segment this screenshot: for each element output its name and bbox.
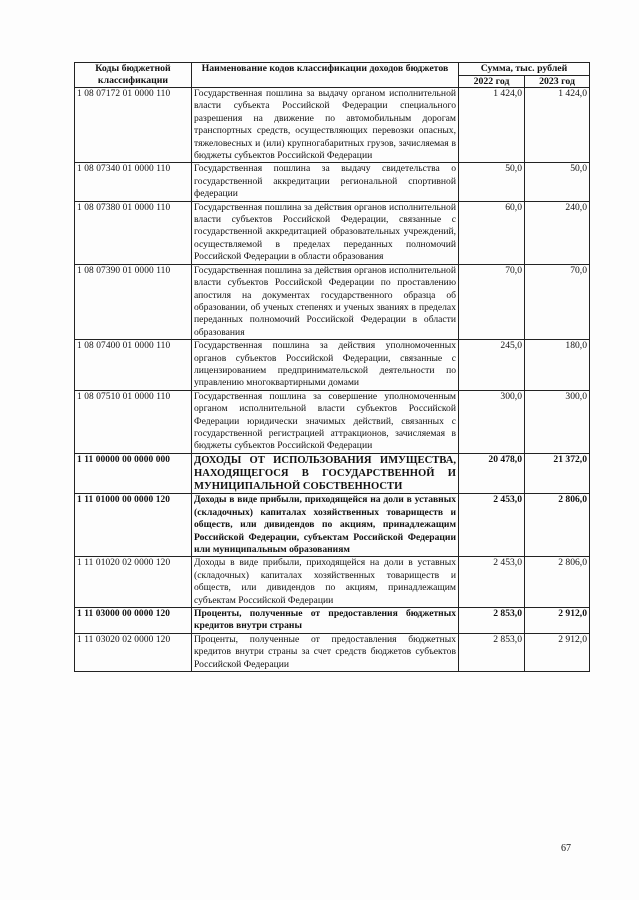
table-row — [75, 557, 590, 608]
row-code: 1 08 07172 01 0000 110 — [75, 88, 192, 163]
row-value-2023: 240,0 — [525, 201, 590, 264]
row-code: 1 11 01000 00 0000 120 — [75, 494, 192, 557]
row-value-2022: 2 853,0 — [459, 633, 525, 671]
row-value-2023: 50,0 — [525, 163, 590, 201]
row-code: 1 08 07400 01 0000 110 — [75, 340, 192, 391]
row-value-2023: 70,0 — [525, 264, 590, 339]
page-number: 67 — [561, 843, 571, 854]
row-name: Государственная пошлина за совершение уполномоченным органом исполнительной власти субъектов Российской Федерации юридически значимых действий, связанных с государственной регистрацией аттракционов, зачисляемая в бюджеты субъектов Российской Федерации — [192, 390, 459, 453]
header-year-2022: 2022 год — [459, 75, 525, 88]
header-name: Наименование кодов классификации доходов бюджетов — [192, 63, 459, 88]
row-name: ДОХОДЫ ОТ ИСПОЛЬЗОВАНИЯ ИМУЩЕСТВА, НАХОДЯЩЕГОСЯ В ГОСУДАРСТВЕННОЙ И МУНИЦИПАЛЬНОЙ СОБСТВЕННОСТИ — [192, 453, 459, 494]
row-name: Государственная пошлина за выдачу органом исполнительной власти субъекта Российской Федерации специального разрешения на движение по автомобильным дорогам транспортных средств, осуществляющих перевозки опасных, тяжеловесных и (или) крупногабаритных грузов, зачисляемая в бюджеты субъектов Российской Федерации — [192, 88, 459, 163]
row-value-2023: 2 806,0 — [525, 557, 590, 608]
row-name: Государственная пошлина за действия органов исполнительной власти субъектов Российской Федерации по проставлению апостиля на документах государственного образца об образовании, об ученых степенях и ученых званиях в пределах переданных полномочий Российской Федерации в области образования — [192, 264, 459, 339]
row-value-2023: 180,0 — [525, 340, 590, 391]
row-code: 1 08 07340 01 0000 110 — [75, 163, 192, 201]
row-value-2022: 70,0 — [459, 264, 525, 339]
budget-revenue-table — [74, 62, 590, 672]
header-year-2023: 2023 год — [525, 75, 590, 88]
row-code: 1 11 03020 02 0000 120 — [75, 633, 192, 671]
row-value-2022: 1 424,0 — [459, 88, 525, 163]
row-value-2023: 2 912,0 — [525, 633, 590, 671]
table-row — [75, 201, 590, 264]
table-row — [75, 163, 590, 201]
row-value-2022: 2 453,0 — [459, 557, 525, 608]
row-code: 1 08 07510 01 0000 110 — [75, 390, 192, 453]
table-row — [75, 390, 590, 453]
table-row — [75, 88, 590, 163]
row-value-2022: 245,0 — [459, 340, 525, 391]
row-value-2023: 1 424,0 — [525, 88, 590, 163]
header-code: Коды бюджетной классификации — [75, 63, 192, 88]
header-sum: Сумма, тыс. рублей — [459, 63, 590, 76]
row-value-2022: 60,0 — [459, 201, 525, 264]
row-name: Доходы в виде прибыли, приходящейся на доли в уставных (складочных) капиталах хозяйственных товариществ и обществ, или дивидендов по акциям, принадлежащим Российской Федерации, субъектам Российской Федерации или муниципальным образованиям — [192, 494, 459, 557]
row-value-2022: 20 478,0 — [459, 453, 525, 494]
row-name: Государственная пошлина за действия органов исполнительной власти субъектов Российской Федерации, связанные с государственной аккредитацией образовательных учреждений, осуществляемой в пределах переданных полномочий Российской Федерации в области образования — [192, 201, 459, 264]
row-value-2022: 50,0 — [459, 163, 525, 201]
row-value-2022: 2 853,0 — [459, 608, 525, 634]
row-value-2023: 2 806,0 — [525, 494, 590, 557]
table-header-row — [75, 63, 590, 76]
table-body — [75, 88, 590, 672]
row-value-2023: 21 372,0 — [525, 453, 590, 494]
row-value-2023: 2 912,0 — [525, 608, 590, 634]
table-row — [75, 264, 590, 339]
row-value-2022: 300,0 — [459, 390, 525, 453]
row-code: 1 11 01020 02 0000 120 — [75, 557, 192, 608]
table-row-subsection — [75, 494, 590, 557]
table-row-subsection — [75, 608, 590, 634]
table-row — [75, 633, 590, 671]
table-row — [75, 340, 590, 391]
row-name: Проценты, полученные от предоставления бюджетных кредитов внутри страны — [192, 608, 459, 634]
row-name: Государственная пошлина за действия уполномоченных органов субъектов Российской Федерации, связанные с лицензированием предпринимательской деятельности по управлению многоквартирными домами — [192, 340, 459, 391]
row-code: 1 11 00000 00 0000 000 — [75, 453, 192, 494]
row-code: 1 08 07380 01 0000 110 — [75, 201, 192, 264]
row-value-2023: 300,0 — [525, 390, 590, 453]
row-code: 1 08 07390 01 0000 110 — [75, 264, 192, 339]
row-name: Доходы в виде прибыли, приходящейся на доли в уставных (складочных) капиталах хозяйственных товариществ и обществ, или дивидендов по акциям, принадлежащим субъектам Российской Федерации — [192, 557, 459, 608]
row-value-2022: 2 453,0 — [459, 494, 525, 557]
row-name: Проценты, полученные от предоставления бюджетных кредитов внутри страны за счет средств бюджетов субъектов Российской Федерации — [192, 633, 459, 671]
table-row-section — [75, 453, 590, 494]
row-code: 1 11 03000 00 0000 120 — [75, 608, 192, 634]
row-name: Государственная пошлина за выдачу свидетельства о государственной аккредитации региональной спортивной федерации — [192, 163, 459, 201]
